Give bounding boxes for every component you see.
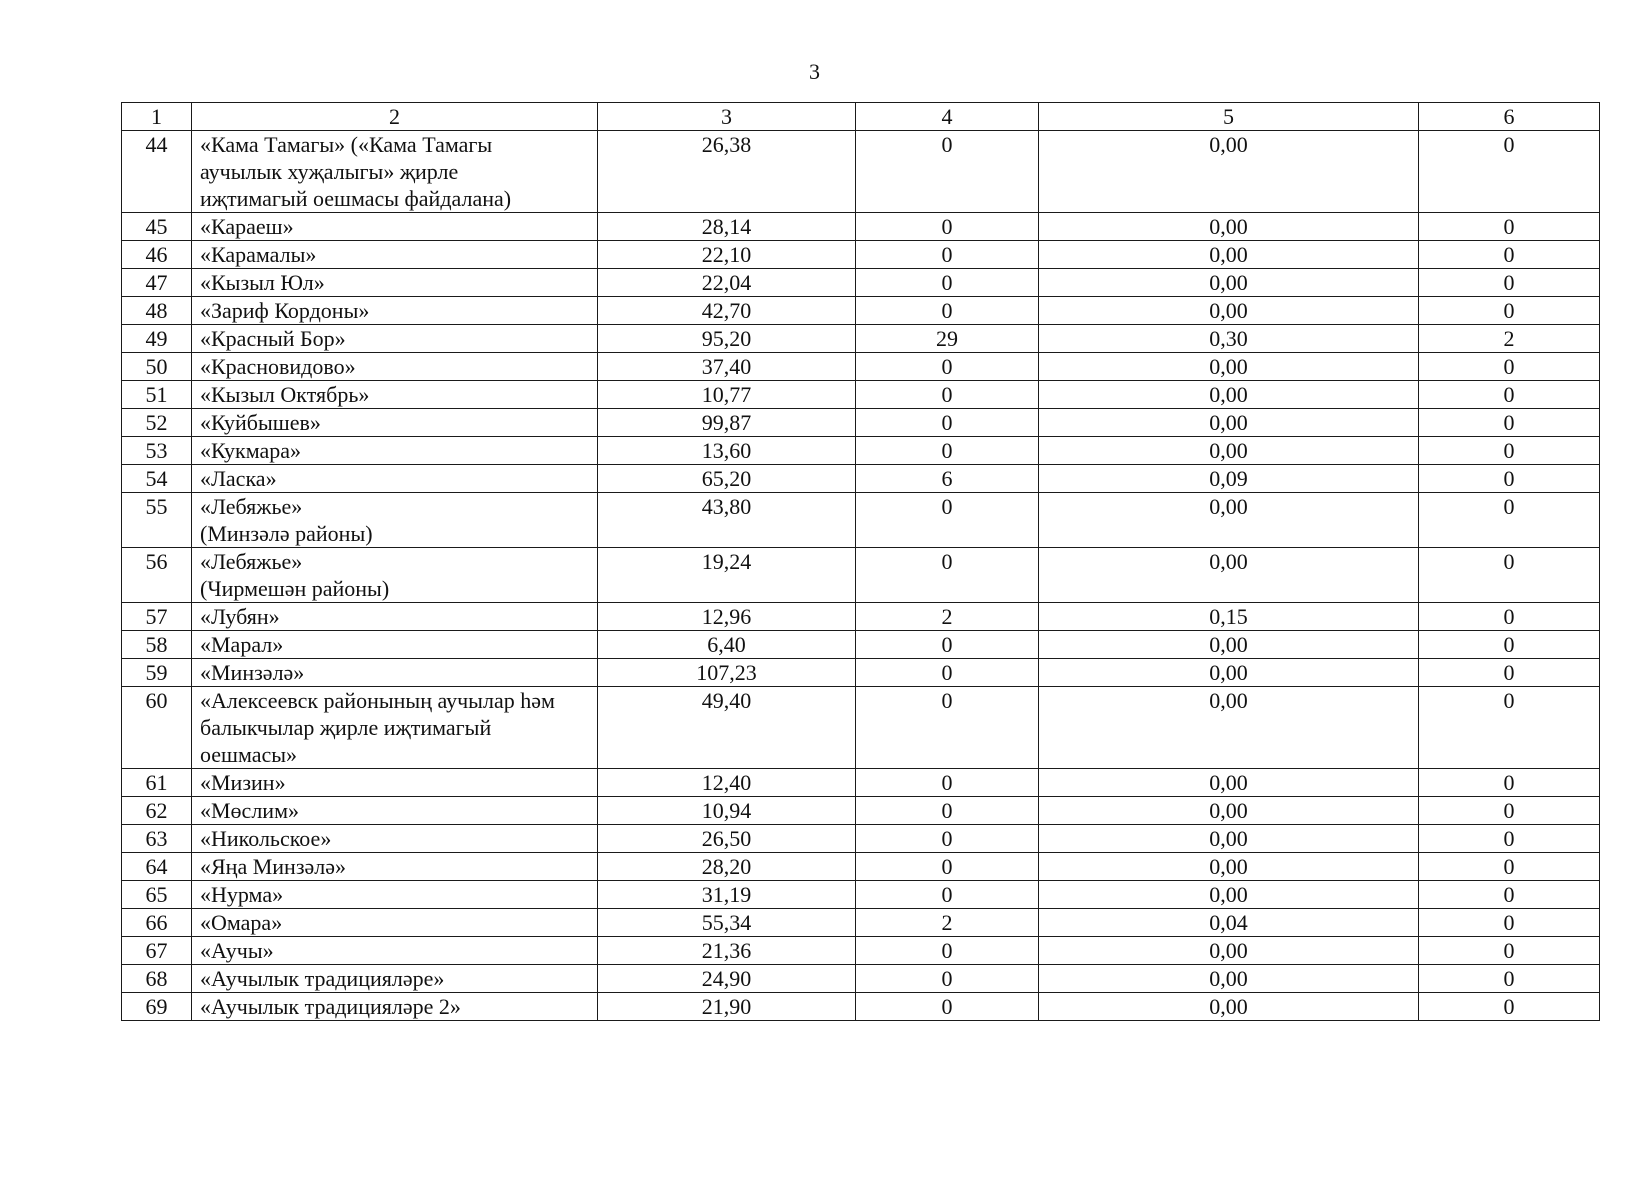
column-header-1: 1 xyxy=(122,103,192,131)
value-cell-3: 6,40 xyxy=(598,631,856,659)
name-line: (Минзәлә районы) xyxy=(200,521,373,546)
table-row xyxy=(122,269,1600,297)
row-number-cell: 53 xyxy=(122,437,192,465)
table-header-row xyxy=(122,103,1600,131)
name-line: «Караеш» xyxy=(200,214,294,239)
data-table xyxy=(121,102,1600,1021)
column-header-6: 6 xyxy=(1419,103,1600,131)
name-line: балыкчылар җирле иҗтимагый xyxy=(200,715,492,740)
name-cell xyxy=(192,409,598,437)
value-cell-3: 26,38 xyxy=(598,131,856,213)
row-number-cell: 59 xyxy=(122,659,192,687)
value-cell-3: 49,40 xyxy=(598,687,856,769)
name-line: «Аучылык традицияләре» xyxy=(200,966,445,991)
row-number-cell: 69 xyxy=(122,993,192,1021)
name-cell xyxy=(192,797,598,825)
name-cell xyxy=(192,241,598,269)
value-cell-6: 0 xyxy=(1419,909,1600,937)
name-cell xyxy=(192,993,598,1021)
row-number-cell: 61 xyxy=(122,769,192,797)
column-header-3: 3 xyxy=(598,103,856,131)
page-number: 3 xyxy=(809,59,820,84)
row-number-cell: 54 xyxy=(122,465,192,493)
name-cell xyxy=(192,325,598,353)
table-row xyxy=(122,131,1600,213)
row-number-cell: 65 xyxy=(122,881,192,909)
name-cell xyxy=(192,909,598,937)
name-line: «Красный Бор» xyxy=(200,326,346,351)
value-cell-3: 28,20 xyxy=(598,853,856,881)
value-cell-5: 0,00 xyxy=(1039,297,1419,325)
name-line: «Кама Тамагы» («Кама Тамагы xyxy=(200,132,493,157)
value-cell-5: 0,04 xyxy=(1039,909,1419,937)
value-cell-5: 0,00 xyxy=(1039,409,1419,437)
column-header-2: 2 xyxy=(192,103,598,131)
table-row xyxy=(122,465,1600,493)
name-line: иҗтимагый оешмасы файдалана) xyxy=(200,186,512,211)
name-cell xyxy=(192,853,598,881)
name-cell xyxy=(192,825,598,853)
value-cell-5: 0,00 xyxy=(1039,381,1419,409)
value-cell-5: 0,00 xyxy=(1039,993,1419,1021)
row-number-cell: 52 xyxy=(122,409,192,437)
value-cell-4: 0 xyxy=(856,381,1039,409)
name-line: «Лубян» xyxy=(200,604,280,629)
value-cell-4: 0 xyxy=(856,131,1039,213)
value-cell-4: 29 xyxy=(856,325,1039,353)
value-cell-3: 42,70 xyxy=(598,297,856,325)
table-row xyxy=(122,631,1600,659)
name-line: «Минзәлә» xyxy=(200,660,305,685)
value-cell-6: 0 xyxy=(1419,631,1600,659)
value-cell-4: 0 xyxy=(856,993,1039,1021)
value-cell-6: 0 xyxy=(1419,409,1600,437)
row-number-cell: 66 xyxy=(122,909,192,937)
value-cell-5: 0,00 xyxy=(1039,937,1419,965)
value-cell-5: 0,00 xyxy=(1039,631,1419,659)
value-cell-3: 13,60 xyxy=(598,437,856,465)
value-cell-4: 0 xyxy=(856,241,1039,269)
value-cell-4: 0 xyxy=(856,493,1039,548)
value-cell-4: 0 xyxy=(856,409,1039,437)
name-line: «Красновидово» xyxy=(200,354,356,379)
value-cell-5: 0,00 xyxy=(1039,853,1419,881)
value-cell-5: 0,00 xyxy=(1039,241,1419,269)
name-cell xyxy=(192,213,598,241)
table-row xyxy=(122,659,1600,687)
name-cell xyxy=(192,769,598,797)
value-cell-5: 0,30 xyxy=(1039,325,1419,353)
name-cell xyxy=(192,965,598,993)
name-cell xyxy=(192,937,598,965)
value-cell-3: 107,23 xyxy=(598,659,856,687)
value-cell-3: 37,40 xyxy=(598,353,856,381)
value-cell-3: 19,24 xyxy=(598,548,856,603)
name-line: «Аучылык традицияләре 2» xyxy=(200,994,461,1019)
table-row xyxy=(122,881,1600,909)
value-cell-3: 10,94 xyxy=(598,797,856,825)
value-cell-5: 0,00 xyxy=(1039,965,1419,993)
table-row xyxy=(122,825,1600,853)
name-line: «Алексеевск районының аучылар һәм xyxy=(200,688,555,713)
name-line: «Зариф Кордоны» xyxy=(200,298,370,323)
value-cell-6: 0 xyxy=(1419,769,1600,797)
name-cell xyxy=(192,465,598,493)
name-cell xyxy=(192,131,598,213)
name-line: «Нурма» xyxy=(200,882,284,907)
value-cell-5: 0,00 xyxy=(1039,797,1419,825)
name-line: «Кызыл Юл» xyxy=(200,270,325,295)
value-cell-3: 10,77 xyxy=(598,381,856,409)
row-number-cell: 55 xyxy=(122,493,192,548)
value-cell-6: 0 xyxy=(1419,297,1600,325)
value-cell-6: 0 xyxy=(1419,269,1600,297)
value-cell-3: 21,90 xyxy=(598,993,856,1021)
row-number-cell: 48 xyxy=(122,297,192,325)
value-cell-5: 0,09 xyxy=(1039,465,1419,493)
value-cell-4: 2 xyxy=(856,603,1039,631)
value-cell-5: 0,00 xyxy=(1039,269,1419,297)
value-cell-5: 0,00 xyxy=(1039,131,1419,213)
value-cell-5: 0,00 xyxy=(1039,659,1419,687)
table-row xyxy=(122,381,1600,409)
value-cell-6: 0 xyxy=(1419,937,1600,965)
value-cell-4: 0 xyxy=(856,853,1039,881)
value-cell-4: 0 xyxy=(856,297,1039,325)
value-cell-3: 12,96 xyxy=(598,603,856,631)
name-cell xyxy=(192,631,598,659)
row-number-cell: 44 xyxy=(122,131,192,213)
value-cell-6: 0 xyxy=(1419,131,1600,213)
value-cell-6: 0 xyxy=(1419,465,1600,493)
value-cell-6: 0 xyxy=(1419,993,1600,1021)
value-cell-6: 0 xyxy=(1419,797,1600,825)
name-line: «Куйбышев» xyxy=(200,410,321,435)
value-cell-5: 0,00 xyxy=(1039,437,1419,465)
name-cell xyxy=(192,381,598,409)
value-cell-4: 0 xyxy=(856,687,1039,769)
name-line: аучылык хуҗалыгы» җирле xyxy=(200,159,459,184)
name-cell xyxy=(192,548,598,603)
value-cell-4: 0 xyxy=(856,825,1039,853)
value-cell-4: 6 xyxy=(856,465,1039,493)
table-row xyxy=(122,909,1600,937)
name-cell xyxy=(192,269,598,297)
value-cell-6: 0 xyxy=(1419,381,1600,409)
value-cell-3: 65,20 xyxy=(598,465,856,493)
value-cell-4: 0 xyxy=(856,353,1039,381)
name-line: «Мөслим» xyxy=(200,798,299,823)
name-line: оешмасы» xyxy=(200,742,298,767)
value-cell-6: 0 xyxy=(1419,548,1600,603)
value-cell-3: 43,80 xyxy=(598,493,856,548)
name-line: «Кызыл Октябрь» xyxy=(200,382,370,407)
name-cell xyxy=(192,659,598,687)
value-cell-5: 0,00 xyxy=(1039,825,1419,853)
value-cell-6: 0 xyxy=(1419,659,1600,687)
value-cell-4: 0 xyxy=(856,881,1039,909)
table-row xyxy=(122,687,1600,769)
value-cell-4: 0 xyxy=(856,797,1039,825)
value-cell-4: 0 xyxy=(856,769,1039,797)
value-cell-3: 24,90 xyxy=(598,965,856,993)
name-cell xyxy=(192,687,598,769)
row-number-cell: 47 xyxy=(122,269,192,297)
table-row xyxy=(122,993,1600,1021)
table-row xyxy=(122,437,1600,465)
value-cell-3: 99,87 xyxy=(598,409,856,437)
table-row xyxy=(122,937,1600,965)
name-line: «Марал» xyxy=(200,632,284,657)
row-number-cell: 60 xyxy=(122,687,192,769)
value-cell-4: 0 xyxy=(856,548,1039,603)
name-line: «Лебяжье» xyxy=(200,494,303,519)
value-cell-6: 0 xyxy=(1419,881,1600,909)
row-number-cell: 56 xyxy=(122,548,192,603)
value-cell-6: 0 xyxy=(1419,687,1600,769)
value-cell-5: 0,15 xyxy=(1039,603,1419,631)
value-cell-5: 0,00 xyxy=(1039,769,1419,797)
table-row xyxy=(122,965,1600,993)
name-line: «Кукмара» xyxy=(200,438,302,463)
value-cell-6: 0 xyxy=(1419,825,1600,853)
value-cell-4: 2 xyxy=(856,909,1039,937)
value-cell-3: 12,40 xyxy=(598,769,856,797)
value-cell-3: 31,19 xyxy=(598,881,856,909)
value-cell-6: 2 xyxy=(1419,325,1600,353)
value-cell-6: 0 xyxy=(1419,213,1600,241)
table-row xyxy=(122,853,1600,881)
name-cell xyxy=(192,881,598,909)
value-cell-5: 0,00 xyxy=(1039,548,1419,603)
value-cell-4: 0 xyxy=(856,437,1039,465)
value-cell-3: 22,10 xyxy=(598,241,856,269)
name-line: «Лебяжье» xyxy=(200,549,303,574)
name-cell xyxy=(192,437,598,465)
table-row xyxy=(122,353,1600,381)
value-cell-4: 0 xyxy=(856,213,1039,241)
row-number-cell: 49 xyxy=(122,325,192,353)
value-cell-5: 0,00 xyxy=(1039,493,1419,548)
value-cell-6: 0 xyxy=(1419,853,1600,881)
name-cell xyxy=(192,353,598,381)
name-line: «Мизин» xyxy=(200,770,286,795)
value-cell-6: 0 xyxy=(1419,603,1600,631)
row-number-cell: 50 xyxy=(122,353,192,381)
value-cell-6: 0 xyxy=(1419,353,1600,381)
column-header-4: 4 xyxy=(856,103,1039,131)
row-number-cell: 46 xyxy=(122,241,192,269)
value-cell-6: 0 xyxy=(1419,437,1600,465)
row-number-cell: 57 xyxy=(122,603,192,631)
table-row xyxy=(122,797,1600,825)
table-row xyxy=(122,297,1600,325)
value-cell-4: 0 xyxy=(856,269,1039,297)
name-cell xyxy=(192,603,598,631)
value-cell-4: 0 xyxy=(856,965,1039,993)
table-row xyxy=(122,548,1600,603)
name-line: (Чирмешән районы) xyxy=(200,576,390,601)
value-cell-4: 0 xyxy=(856,659,1039,687)
name-line: «Аучы» xyxy=(200,938,274,963)
row-number-cell: 67 xyxy=(122,937,192,965)
table-row xyxy=(122,213,1600,241)
name-line: «Ласка» xyxy=(200,466,277,491)
value-cell-5: 0,00 xyxy=(1039,213,1419,241)
value-cell-6: 0 xyxy=(1419,241,1600,269)
row-number-cell: 45 xyxy=(122,213,192,241)
row-number-cell: 58 xyxy=(122,631,192,659)
value-cell-6: 0 xyxy=(1419,965,1600,993)
table-row xyxy=(122,325,1600,353)
value-cell-3: 28,14 xyxy=(598,213,856,241)
name-cell xyxy=(192,297,598,325)
table-row xyxy=(122,769,1600,797)
value-cell-4: 0 xyxy=(856,937,1039,965)
row-number-cell: 64 xyxy=(122,853,192,881)
name-cell xyxy=(192,493,598,548)
name-line: «Карамалы» xyxy=(200,242,317,267)
value-cell-3: 26,50 xyxy=(598,825,856,853)
name-line: «Никольское» xyxy=(200,826,332,851)
row-number-cell: 51 xyxy=(122,381,192,409)
table-row xyxy=(122,409,1600,437)
value-cell-5: 0,00 xyxy=(1039,881,1419,909)
table-body xyxy=(122,131,1600,1021)
table-row xyxy=(122,493,1600,548)
name-line: «Яңа Минзәлә» xyxy=(200,854,347,879)
value-cell-3: 95,20 xyxy=(598,325,856,353)
row-number-cell: 63 xyxy=(122,825,192,853)
row-number-cell: 68 xyxy=(122,965,192,993)
value-cell-5: 0,00 xyxy=(1039,687,1419,769)
value-cell-6: 0 xyxy=(1419,493,1600,548)
value-cell-3: 55,34 xyxy=(598,909,856,937)
value-cell-3: 21,36 xyxy=(598,937,856,965)
name-line: «Омара» xyxy=(200,910,283,935)
row-number-cell: 62 xyxy=(122,797,192,825)
value-cell-5: 0,00 xyxy=(1039,353,1419,381)
value-cell-3: 22,04 xyxy=(598,269,856,297)
value-cell-4: 0 xyxy=(856,631,1039,659)
table-row xyxy=(122,241,1600,269)
column-header-5: 5 xyxy=(1039,103,1419,131)
table-row xyxy=(122,603,1600,631)
